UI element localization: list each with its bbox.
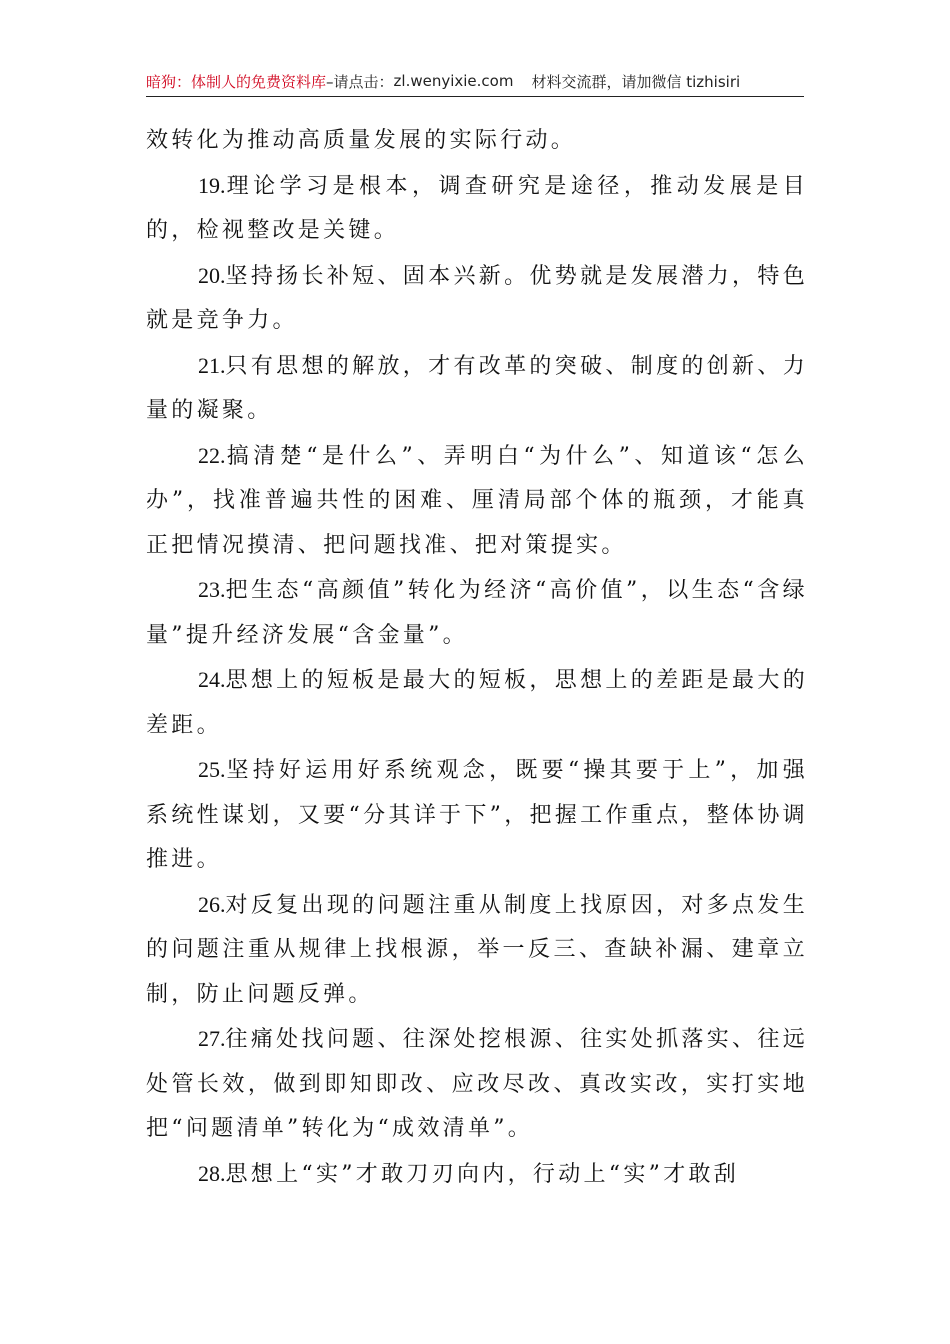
item-number: 21.	[198, 352, 226, 378]
document-body	[146, 118, 808, 1197]
item-number: 25.	[198, 757, 226, 782]
paragraph-text: 把生态“高颜值”转化为经济“高价值”，以生态“含绿量”提升经济发展“含金量”。	[146, 578, 808, 648]
item-number: 24.	[198, 667, 226, 692]
item-number: 28.	[198, 1160, 226, 1186]
paragraph-item	[146, 568, 808, 658]
paragraph-item	[146, 434, 808, 569]
item-number: 19.	[198, 172, 226, 198]
paragraph-item	[146, 1017, 808, 1152]
paragraph-text: 搞清楚“是什么”、弄明白“为什么”、知道该“怎么办”，找准普遍共性的困难、厘清局部个体的瓶颈，才能真正把情况摸清、把问题找准、把对策提实。	[146, 443, 808, 558]
paragraph-text: 效转化为推动高质量发展的实际行动。	[146, 128, 577, 153]
header-url-link[interactable]: zl.wenyixie.com	[393, 72, 514, 90]
page-header	[146, 68, 804, 94]
paragraph-item	[146, 1152, 808, 1198]
paragraph-continuation	[146, 118, 808, 164]
item-number: 26.	[198, 891, 226, 917]
paragraph-text: 坚持扬长补短、固本兴新。优势就是发展潜力，特色就是竞争力。	[146, 263, 808, 333]
paragraph-text: 思想上“实”才敢刀刃向内，行动上“实”才敢刮	[225, 1161, 740, 1187]
paragraph-text: 往痛处找问题、往深处挖根源、往实处抓落实、往远处管长效，做到即知即改、应改尽改、真改实改，实打实地把“问题清单”转化为“成效清单”。	[146, 1027, 808, 1141]
paragraph-item	[146, 658, 808, 748]
paragraph-text: 坚持好运用好系统观念，既要“操其要于上”，加强系统性谋划，又要“分其详于下”，把握工作重点，整体协调推进。	[146, 758, 808, 872]
header-click-prefix: –请点击：	[326, 72, 394, 91]
paragraph-text: 只有思想的解放，才有改革的突破、制度的创新、力量的凝聚。	[146, 353, 808, 423]
paragraph-item	[146, 164, 808, 254]
paragraph-item	[146, 344, 808, 434]
paragraph-text: 思想上的短板是最大的短板，思想上的差距是最大的差距。	[146, 668, 808, 738]
header-brand: 暗狗：体制人的免费资料库	[146, 72, 327, 91]
item-number: 20.	[198, 262, 226, 288]
paragraph-text: 理论学习是根本，调查研究是途径，推动发展是目的，检视整改是关键。	[146, 173, 808, 243]
paragraph-item	[146, 254, 808, 344]
header-divider	[146, 96, 804, 97]
item-number: 22.	[198, 442, 226, 468]
paragraph-item	[146, 748, 808, 883]
paragraph-item	[146, 883, 808, 1018]
paragraph-text: 对反复出现的问题注重从制度上找原因，对多点发生的问题注重从规律上找根源，举一反三、查缺补漏、建章立制，防止问题反弹。	[146, 892, 808, 1007]
header-wechat-note: 材料交流群，请加微信 tizhisiri	[531, 72, 741, 91]
item-number: 27.	[198, 1026, 226, 1051]
item-number: 23.	[198, 577, 226, 602]
